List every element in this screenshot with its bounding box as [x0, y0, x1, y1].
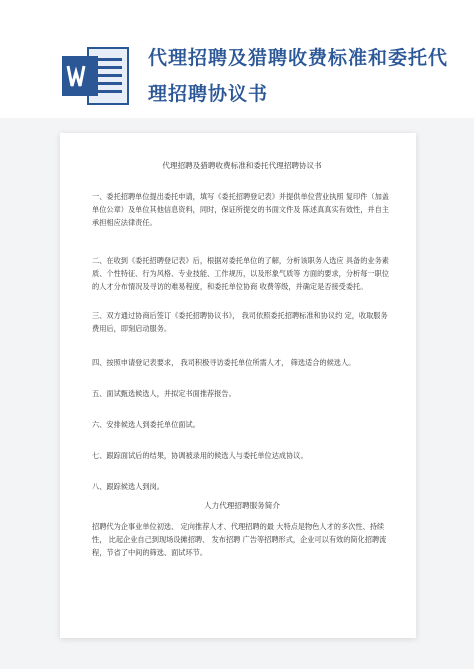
- header-banner: [0, 0, 474, 118]
- paragraph-5: 五、面试甄选候选人，并拟定书面推荐报告。: [92, 389, 236, 398]
- paragraph-1: 一、委托招聘单位提出委托申请，填写《委托招聘登记表》并提供单位营业执照 复印件（加盖单位公章）及单位其他信息资料，同时，保证所提交的书面文件及 陈述真真实有效性，并自主承担相应法律责任。: [92, 192, 389, 227]
- paragraph-6: 六、安排候选人到委托单位面试。: [92, 420, 200, 429]
- paragraph-4: 四、按照申请登记表要求， 我司积极寻访委托单位所需人才， 筛选适合的候选人。: [92, 358, 356, 367]
- word-document-icon: [62, 44, 130, 108]
- intro-paragraph: 招聘代为企事业单位初选、 定向推荐人才、代理招聘的最 大特点是物色人才的多次性、持续性， 比起企业自己到现场设摊招聘、 发布招聘 广告等招聘形式，企业可以有效的简化招聘流程，节省了中间的筛选、面试环节。: [92, 522, 387, 557]
- paragraph-8: 八、跟踪候选人到岗。: [92, 482, 164, 491]
- paragraph-3: 三、双方通过协商后签订《委托招聘协议书》， 我司依照委托招聘标准和协议约 定，收取服务费用后，即刻启动服务。: [92, 311, 388, 333]
- page-title: 代理招聘及猎聘收费标准和委托代理招聘协议书: [148, 47, 449, 105]
- paragraph-2: 二、在收到《委托招聘登记表》后，根据对委托单位的了解，分析该职务人选应 具备的业务素质、个性特征、行为风格、专业技能、工作规历，以及形象气质等 方面的要求，分析每一职位的人才分布情况及寻访的难易程度，和委托单位协商 收费等级，并确定是否接受委托。: [92, 256, 389, 291]
- paragraph-7: 七、跟踪面试后的结果，协调被录用的候选人与委托单位达成协议。: [92, 451, 308, 460]
- section-title: 人力代理招聘服务简介: [204, 501, 280, 510]
- document-title: 代理招聘及猎聘收费标准和委托代理招聘协议书: [162, 161, 322, 170]
